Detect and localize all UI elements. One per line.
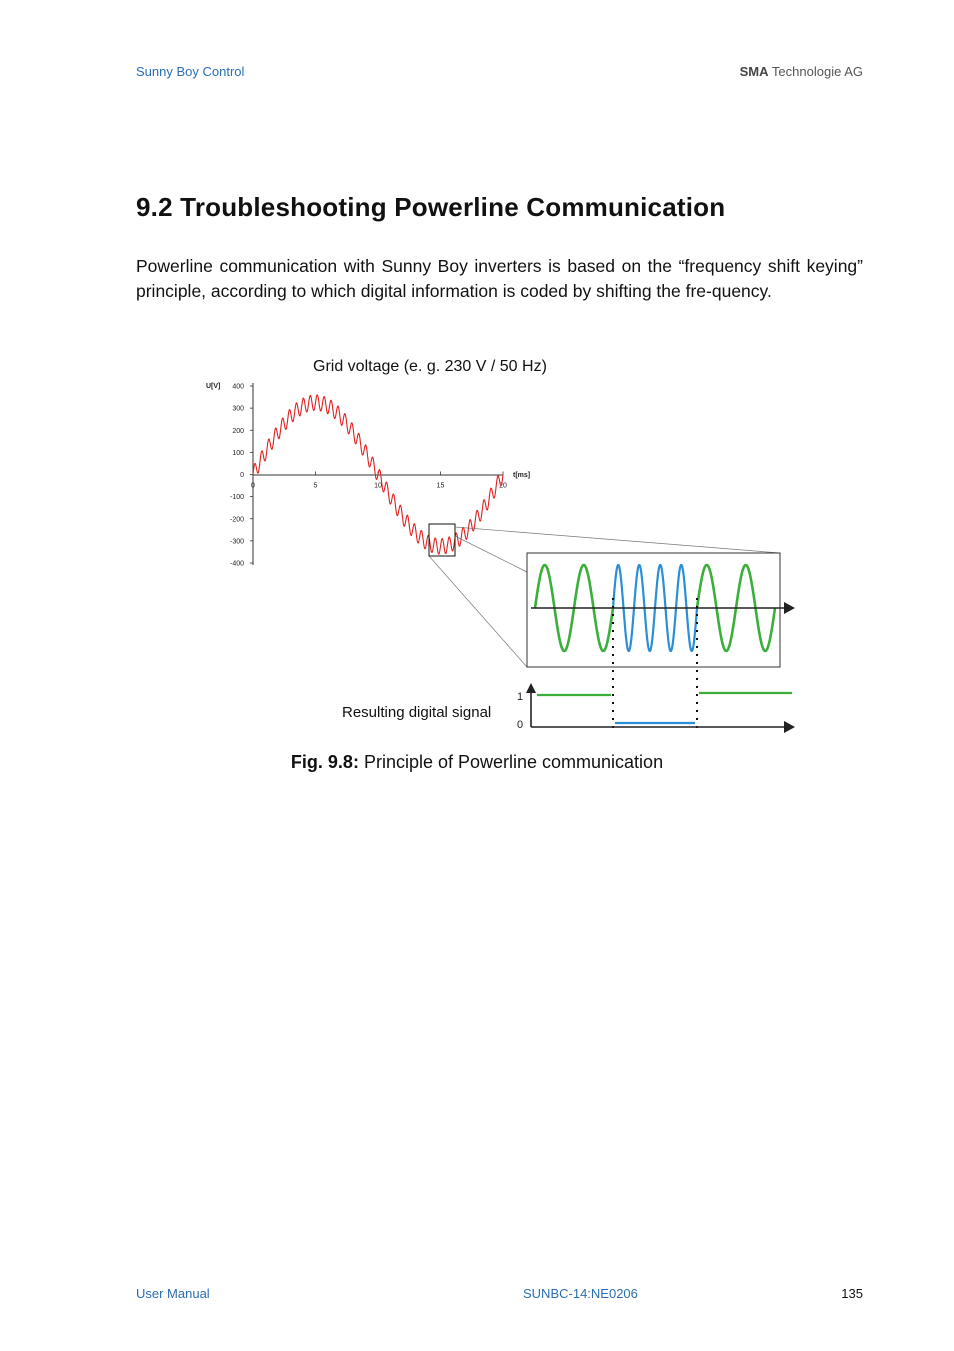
y-axis-label: U[V] (206, 383, 221, 390)
y-tick-label: 300 (232, 405, 244, 413)
page-number: 135 (841, 1286, 863, 1301)
intro-paragraph: Powerline communication with Sunny Boy inverters is based on the “frequency shift keying” principle, according to which digital information is coded by shifting the fre-quency. (136, 256, 863, 301)
y-tick-label: -100 (229, 494, 244, 502)
y-tick-label: 200 (232, 427, 244, 435)
x-tick-label: 0 (251, 482, 255, 490)
running-header-title: Sunny Boy Control (136, 64, 245, 79)
x-tick-label: 5 (313, 482, 318, 490)
company-name: Technologie AG (771, 64, 863, 79)
x-tick-labels (251, 472, 507, 490)
brand-name: SMA (739, 64, 769, 79)
y-tick-label: 0 (240, 472, 244, 479)
y-tick-label: -400 (229, 560, 244, 568)
x-tick-label: 15 (436, 482, 445, 490)
footer-doc-id: SUNBC-14:NE0206 (523, 1286, 638, 1301)
y-tick-labels (230, 384, 253, 568)
y-tick-label: 400 (232, 383, 244, 391)
digital-level-0: 0 (517, 719, 524, 731)
x-tick-label: 20 (499, 482, 507, 490)
x-tick-label: 10 (374, 482, 382, 490)
section-title: 9.2 Troubleshooting Powerline Communication (136, 192, 726, 222)
zoom-connector-bottom (429, 556, 527, 667)
fsk-axis-arrow (784, 602, 795, 614)
y-tick-label: 100 (232, 449, 244, 457)
digital-time-arrow (784, 721, 795, 733)
zoom-connector-middle (455, 536, 527, 572)
y-tick-label: -300 (229, 538, 244, 546)
digital-y-arrow (526, 683, 536, 693)
footer-manual: User Manual (136, 1286, 210, 1301)
figure-caption-text: Principle of Powerline communication (358, 752, 664, 772)
figure-caption-label: Fig. 9.8: (290, 752, 359, 772)
zoom-connector-top (455, 527, 780, 553)
grid-voltage-label: Grid voltage (e. g. 230 V / 50 Hz) (313, 358, 547, 375)
digital-signal-label: Resulting digital signal (342, 704, 492, 721)
figure-caption (0, 752, 954, 773)
x-axis-label: t[ms] (513, 472, 531, 479)
digital-level-1: 1 (517, 691, 524, 703)
y-tick-label: -200 (229, 516, 244, 524)
